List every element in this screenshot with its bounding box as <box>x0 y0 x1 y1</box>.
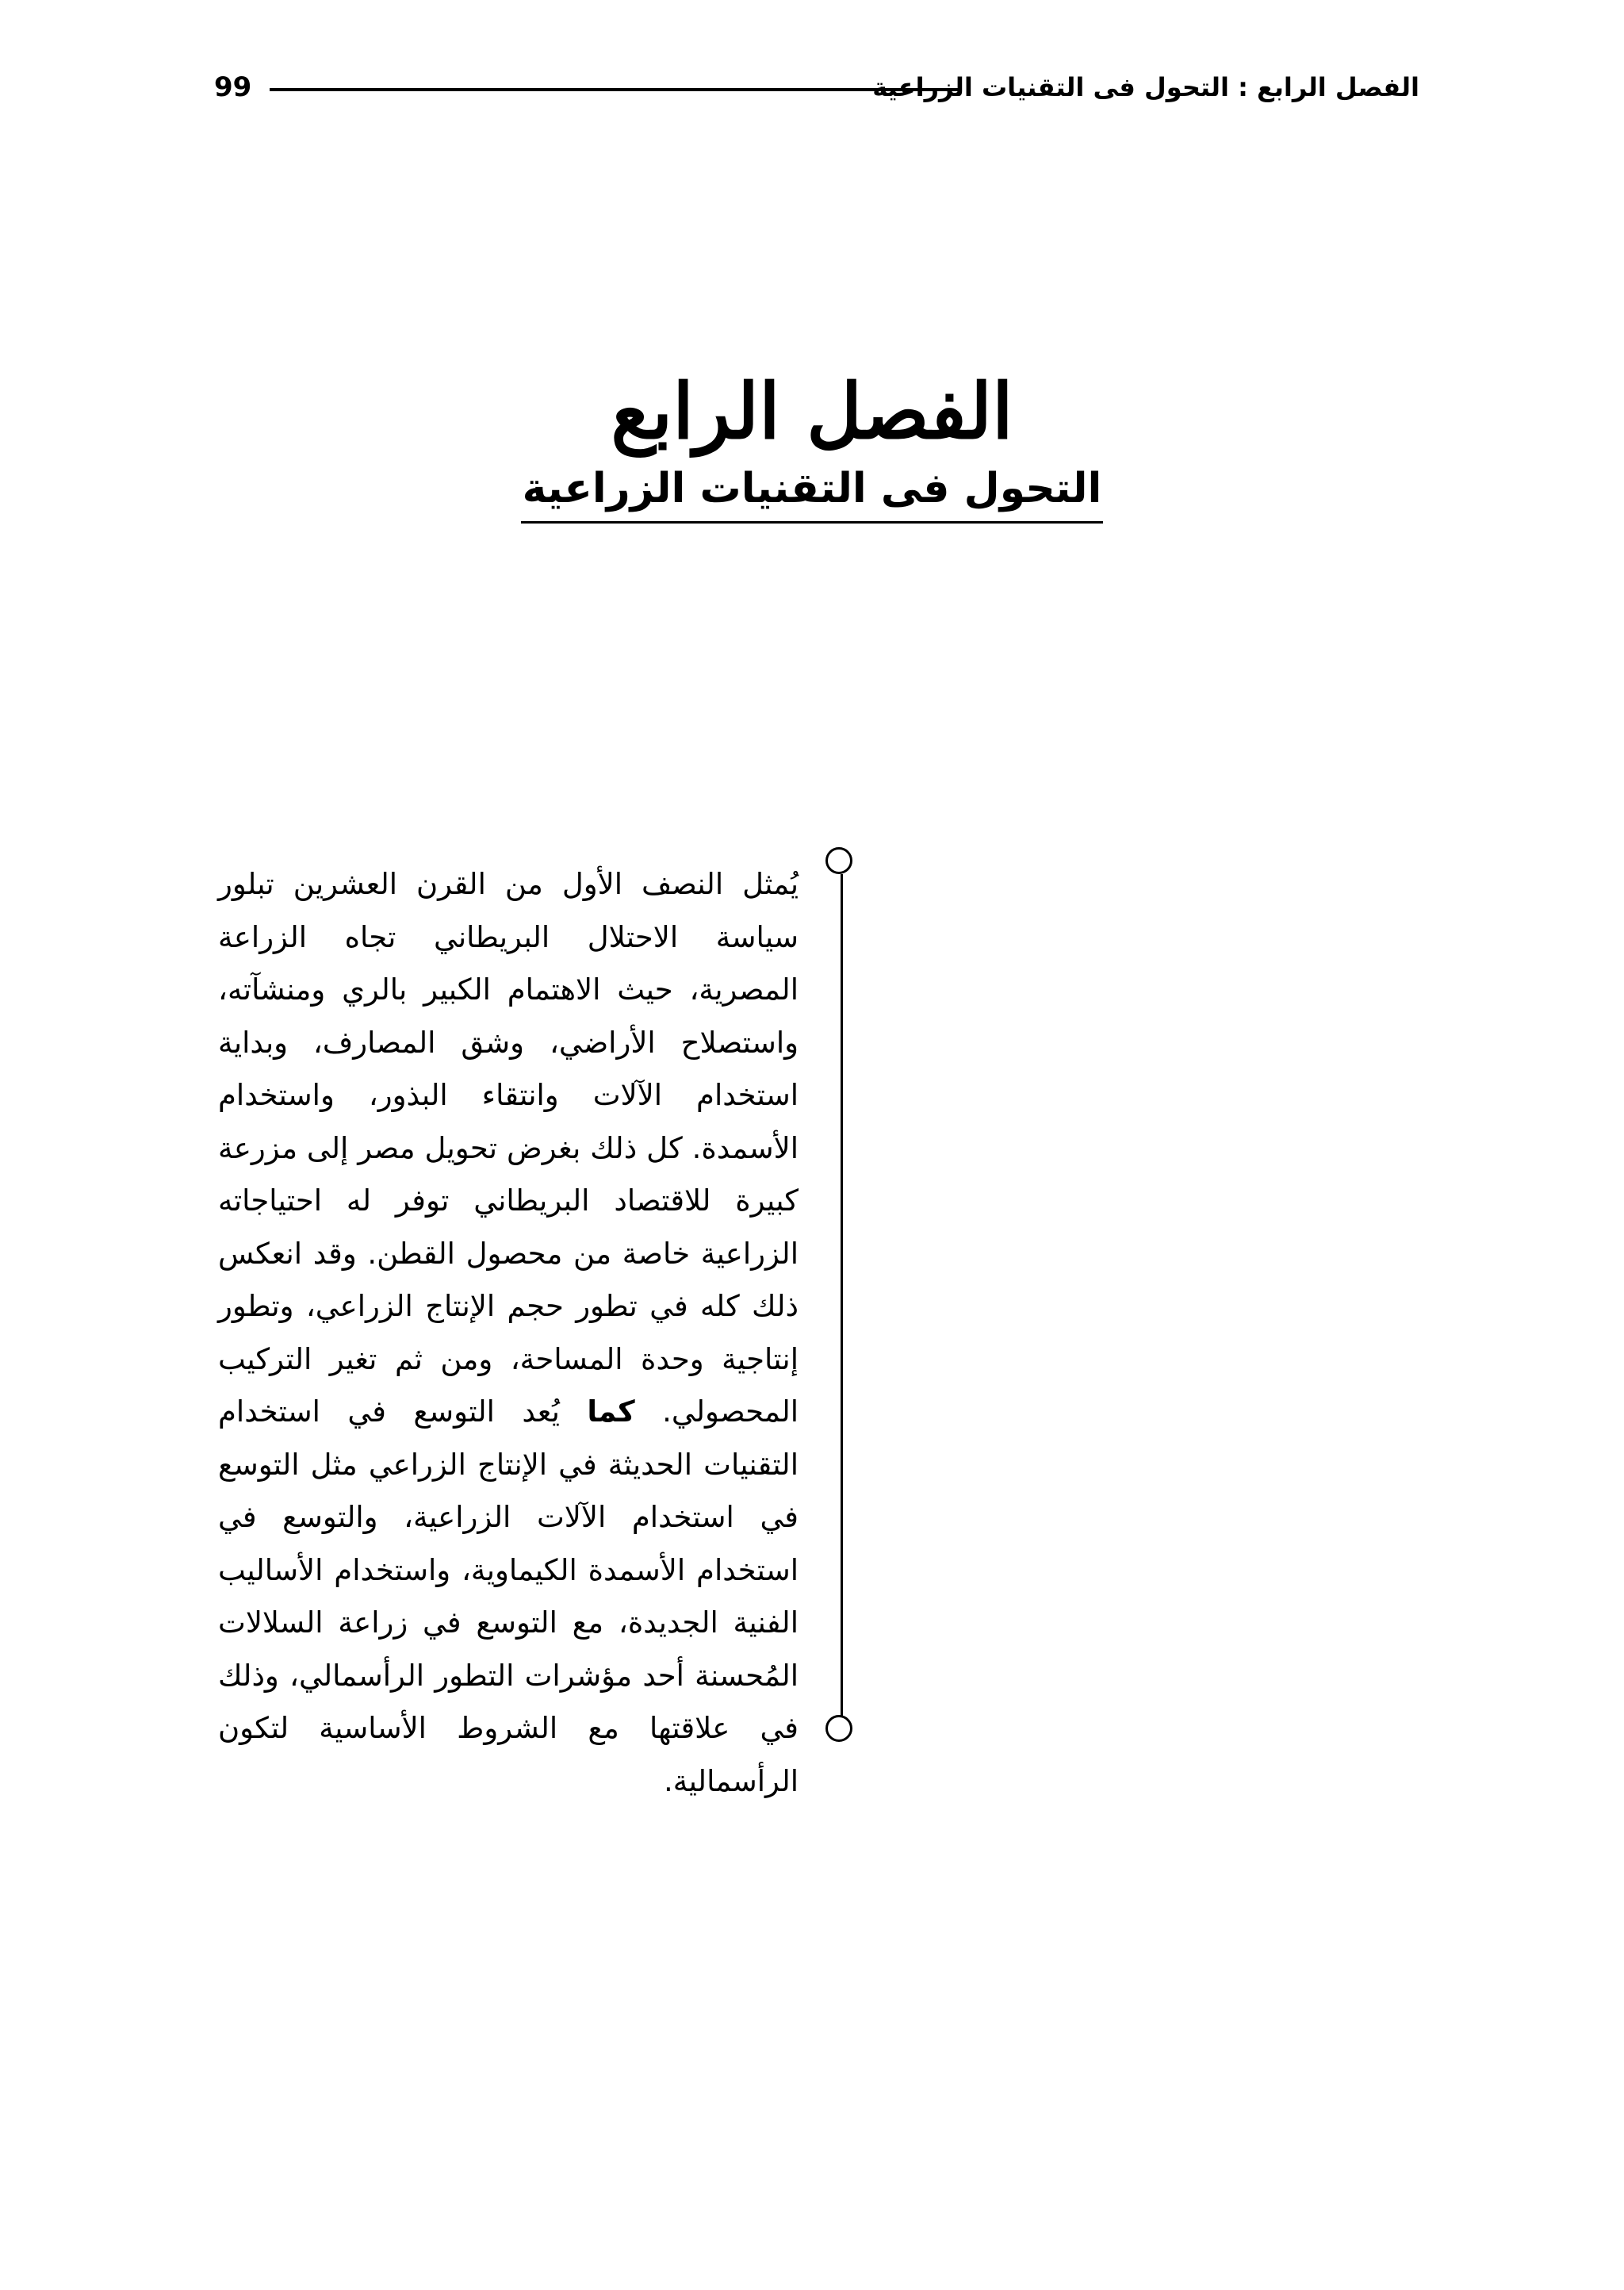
header-rule <box>270 88 961 91</box>
circle-node-icon <box>825 1715 852 1742</box>
timeline-line <box>841 874 843 1717</box>
body-paragraph <box>218 858 799 1808</box>
emphasized-word: كما <box>587 1394 635 1429</box>
chapter-title-container <box>0 427 1624 558</box>
decorative-timeline <box>825 847 857 1743</box>
page-number: 99 <box>214 71 252 103</box>
circle-node-icon <box>825 847 852 874</box>
chapter-label: الفصل الرابع <box>611 366 1013 457</box>
paragraph-text: يُمثل النصف الأول من القرن العشرين تبلور سياسة الاحتلال البريطاني تجاه الزراعة المصرية، حيث الاهتمام الكبير بالري ومنشآته، واستصلاح الأراضي، وشق المصارف، وبداية استخدام الآلات وانتقاء البذور، واستخدام الأسمدة. كل ذلك بغرض تحويل مصر إلى مزرعة كبيرة للاقتصاد البريطاني توفر له احتياجاته الزراعية خاصة من محصول القطن. وقد انعكس ذلك كله في تطور حجم الإنتاج الزراعي، وتطور إنتاجية وحدة المساحة، ومن ثم تغير التركيب المحصولي. <box>218 867 799 1429</box>
chapter-title: التحول فى التقنيات الزراعية <box>521 461 1104 524</box>
paragraph-text: يُعد التوسع في استخدام التقنيات الحديثة في الإنتاج الزراعي مثل التوسع في استخدام الآلات الزراعية، والتوسع في استخدام الأسمدة الكيماوية، واستخدام الأساليب الفنية الجديدة، مع التوسع في زراعة السلالات المُحسنة أحد مؤشرات التطور الرأسمالي، وذلك في علاقتها مع الشروط الأساسية لتكون الرأسمالية. <box>218 1394 799 1798</box>
running-header <box>214 62 1419 113</box>
running-title: الفصل الرابع : التحول فى التقنيات الزراعية <box>872 72 1419 102</box>
